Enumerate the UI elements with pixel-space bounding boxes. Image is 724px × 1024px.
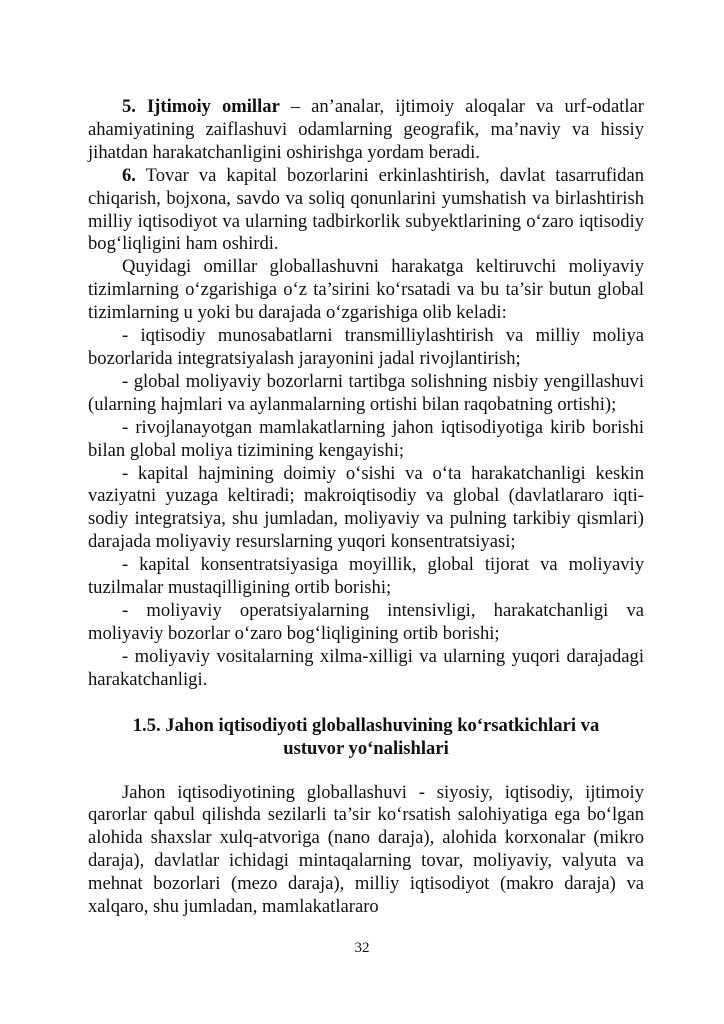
page-number: 32 bbox=[354, 940, 370, 956]
paragraph-text: Tovar va kapital bozorlarini erkinlashtirish, davlat tasarrufidan chiqarish, bojxona, savdo va soliq qonunlarini yumshatish va birlashtirish milliy iqtisodiyot va ularning tadbirkorlik subyektlarining o‘zaro iqtisodiy bog‘liqligini ham oshirdi. bbox=[88, 164, 644, 255]
paragraph-intro-factors: Quyidagi omillar globallashuvni harakatga keltiruvchi moliyaviy tizimlarning o‘zgarishiga o‘z ta’sirini ko‘rsatadi va bu ta’sir butun global tizimlarning u yoki bu darajada o‘zgarishiga olib keladi: bbox=[88, 256, 644, 324]
list-item: - kapital konsentratsiyasiga moyillik, global tijorat va moliyaviy tuzilmalar mustaqilligining ortib borishi; bbox=[88, 554, 644, 599]
section-heading bbox=[88, 714, 644, 760]
paragraph-social-factors bbox=[88, 96, 644, 165]
list-item: - iqtisodiy munosabatlarni transmilliylashtirish va milliy moliya bozorlarida integratsiyalash jarayonini jadal rivojlantirish; bbox=[88, 325, 644, 369]
list-item: - moliyaviy vositalarning xilma-xilligi va ularning yuqori darajadagi harakatchanligi. bbox=[88, 645, 644, 690]
paragraph-globalization-levels: Jahon iqtisodiyotining globallashuvi - siyosiy, iqtisodiy, ijtimoiy qarorlar qabul qilishda sezilarli ta’sir ko‘rsatish salohiyatiga ega bo‘lgan alohida shaxslar xulq-atvoriga (nano daraja), alohida korxonalar (mikro daraja), davlatlar ichidagi mintaqalarning tovar, moliyaviy, valyuta va mehnat bozorlari (mezo daraja), milliy iqtisodiyot (makro daraja) va xalqaro, shu jumladan, mamlakatlararo bbox=[88, 781, 644, 918]
list-item: - kapital hajmining doimiy o‘sishi va o‘ta harakatchanligi keskin vaziyatni yuzaga keltiradi; makroiqtisodiy va global (davlatlararo iqtisodiy integratsiya, shu jumladan, moliyaviy va pulning tarkibiy qismlari) darajada moliyaviy resurslarning yuqori konsentratsiyasi; bbox=[88, 462, 644, 553]
section-heading-line1: 1.5. Jahon iqtisodiyoti globallashuvining ko‘rsatkichlari va bbox=[132, 714, 600, 736]
paragraph-lead-bold: 6. bbox=[122, 164, 136, 186]
list-item: - rivojlanayotgan mamlakatlarning jahon iqtisodiyotiga kirib borishi bilan global moliya tizimining kengayishi; bbox=[88, 416, 644, 461]
list-item: - moliyaviy operatsiyalarning intensivligi, harakatchanligi va moliyaviy bozorlar o‘zaro bog‘liqligining ortib borishi; bbox=[88, 599, 644, 644]
page-content bbox=[88, 96, 644, 919]
paragraph-liberalization bbox=[88, 165, 644, 257]
section-heading-line2: ustuvor yo‘nalishlari bbox=[283, 737, 449, 759]
paragraph-text: – an’analar, ijtimoiy aloqalar va urf-odatlar ahamiyatining zaiflashuvi odamlarning geografik, ma’naviy va hissiy jihatdan harakatchanligini oshirishga yordam beradi. bbox=[88, 96, 645, 163]
list-item: - global moliyaviy bozorlarni tartibga solishning nisbiy yengillashuvi (ularning hajmlari va aylanmalarning ortishi bilan raqobatning ortishi); bbox=[88, 370, 644, 415]
paragraph-lead-bold: 5. Ijtimoiy omillar bbox=[122, 96, 280, 117]
